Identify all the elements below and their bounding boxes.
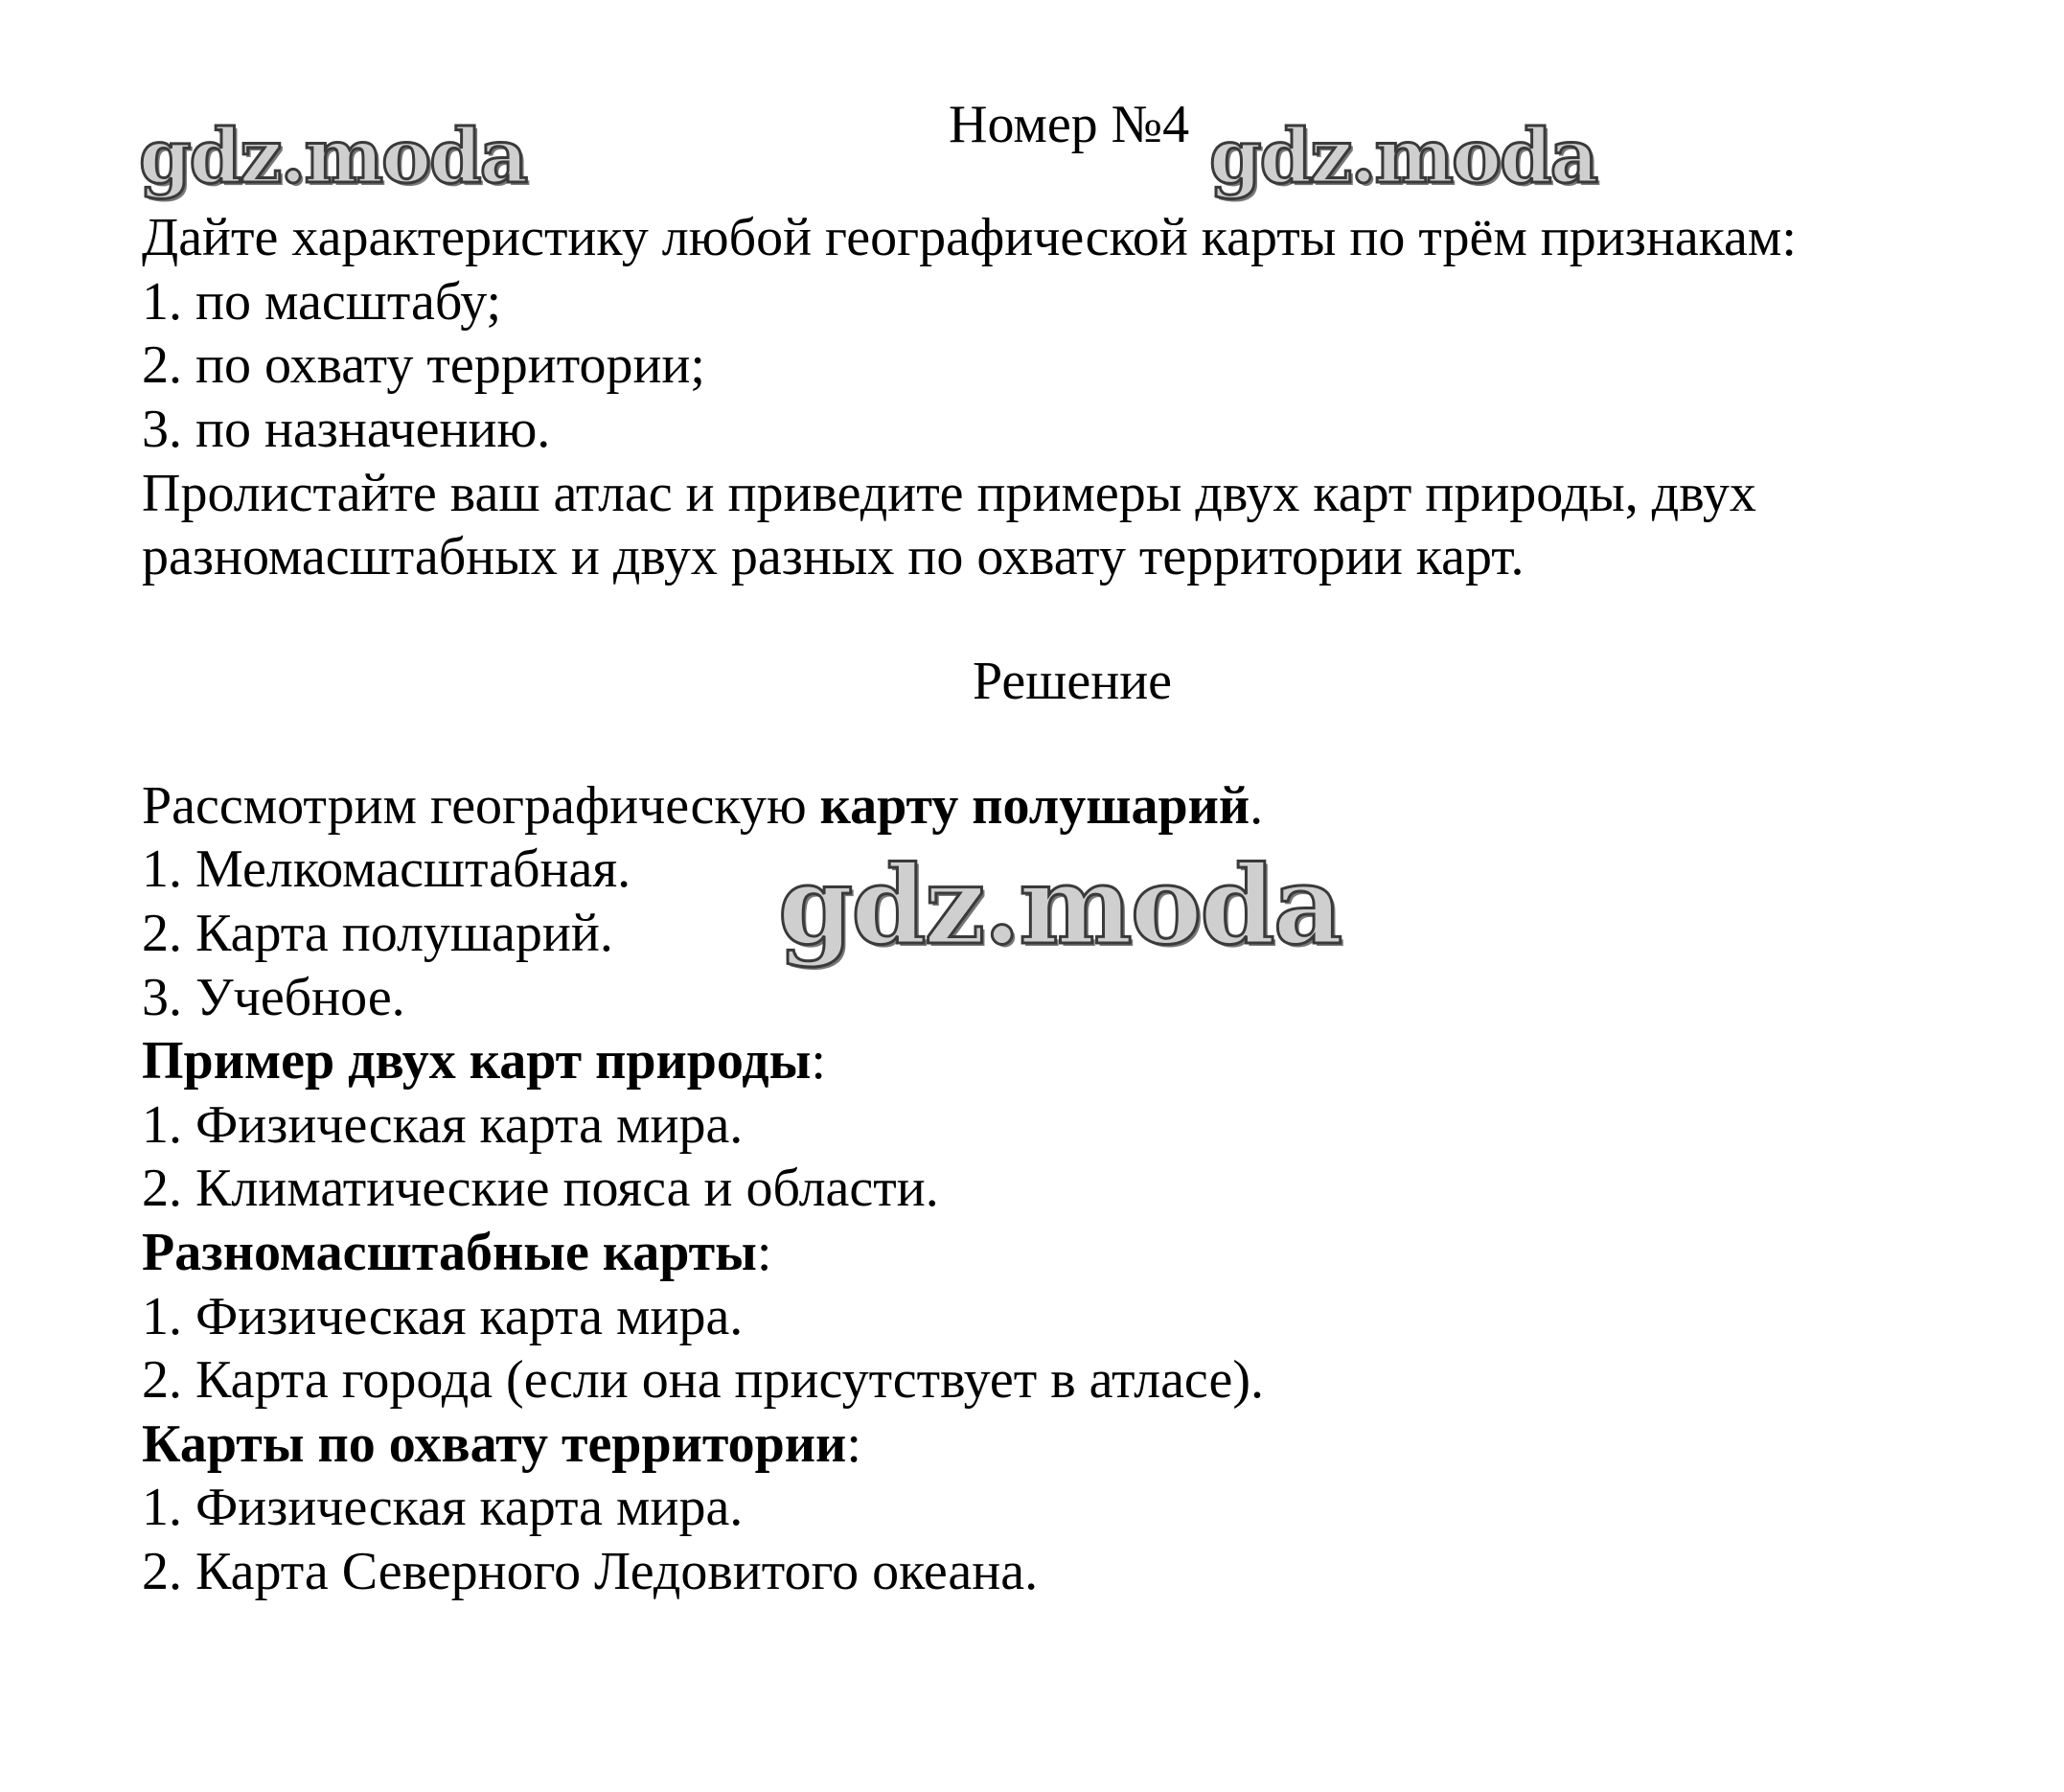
- nature-heading-bold: Пример двух карт природы: [142, 1031, 812, 1091]
- coverage-item: 1. Физическая карта мира.: [142, 1478, 744, 1537]
- coverage-heading-bold: Карты по охвату территории: [142, 1414, 847, 1474]
- task-item: 3. по назначению.: [142, 400, 551, 459]
- watermark-logo: gdz.moda: [1209, 113, 1597, 200]
- nature-heading-colon: :: [811, 1031, 826, 1091]
- scale-heading: [142, 1221, 771, 1284]
- page-title: Номер №4: [949, 95, 1190, 154]
- solution-intro-text: Рассмотрим географическую: [142, 776, 820, 836]
- solution-heading: Решение: [973, 652, 1173, 711]
- task-instruction: Пролистайте ваш атлас и приведите примеры двух карт природы, двух: [142, 464, 1756, 523]
- task-item: 1. по масштабу;: [142, 272, 502, 332]
- solution-item: 2. Карта полушарий.: [142, 904, 613, 963]
- coverage-heading-colon: :: [846, 1414, 861, 1474]
- scale-heading-bold: Разномасштабные карты: [142, 1223, 757, 1282]
- solution-intro-bold: карту полушарий: [819, 776, 1250, 836]
- solution-item: 3. Учебное.: [142, 968, 405, 1027]
- task-instruction: разномасштабных и двух разных по охвату территории карт.: [142, 527, 1525, 586]
- scale-item: 2. Карта города (если она присутствует в атласе).: [142, 1350, 1264, 1410]
- task-item: 2. по охвату территории;: [142, 335, 705, 395]
- solution-intro: [142, 774, 1263, 838]
- coverage-heading: [142, 1413, 861, 1476]
- nature-item: 2. Климатические пояса и области.: [142, 1159, 939, 1218]
- coverage-item: 2. Карта Северного Ледовитого океана.: [142, 1542, 1039, 1601]
- nature-item: 1. Физическая карта мира.: [142, 1095, 744, 1155]
- scale-heading-colon: :: [756, 1223, 772, 1282]
- watermark-logo: gdz.moda: [139, 113, 527, 200]
- solution-intro-end: .: [1250, 776, 1264, 836]
- solution-item: 1. Мелкомасштабная.: [142, 839, 631, 899]
- watermark-logo: gdz.moda: [778, 843, 1342, 969]
- nature-heading: [142, 1029, 826, 1092]
- task-intro: Дайте характеристику любой географической карты по трём признакам:: [142, 208, 1797, 267]
- scale-item: 1. Физическая карта мира.: [142, 1287, 744, 1346]
